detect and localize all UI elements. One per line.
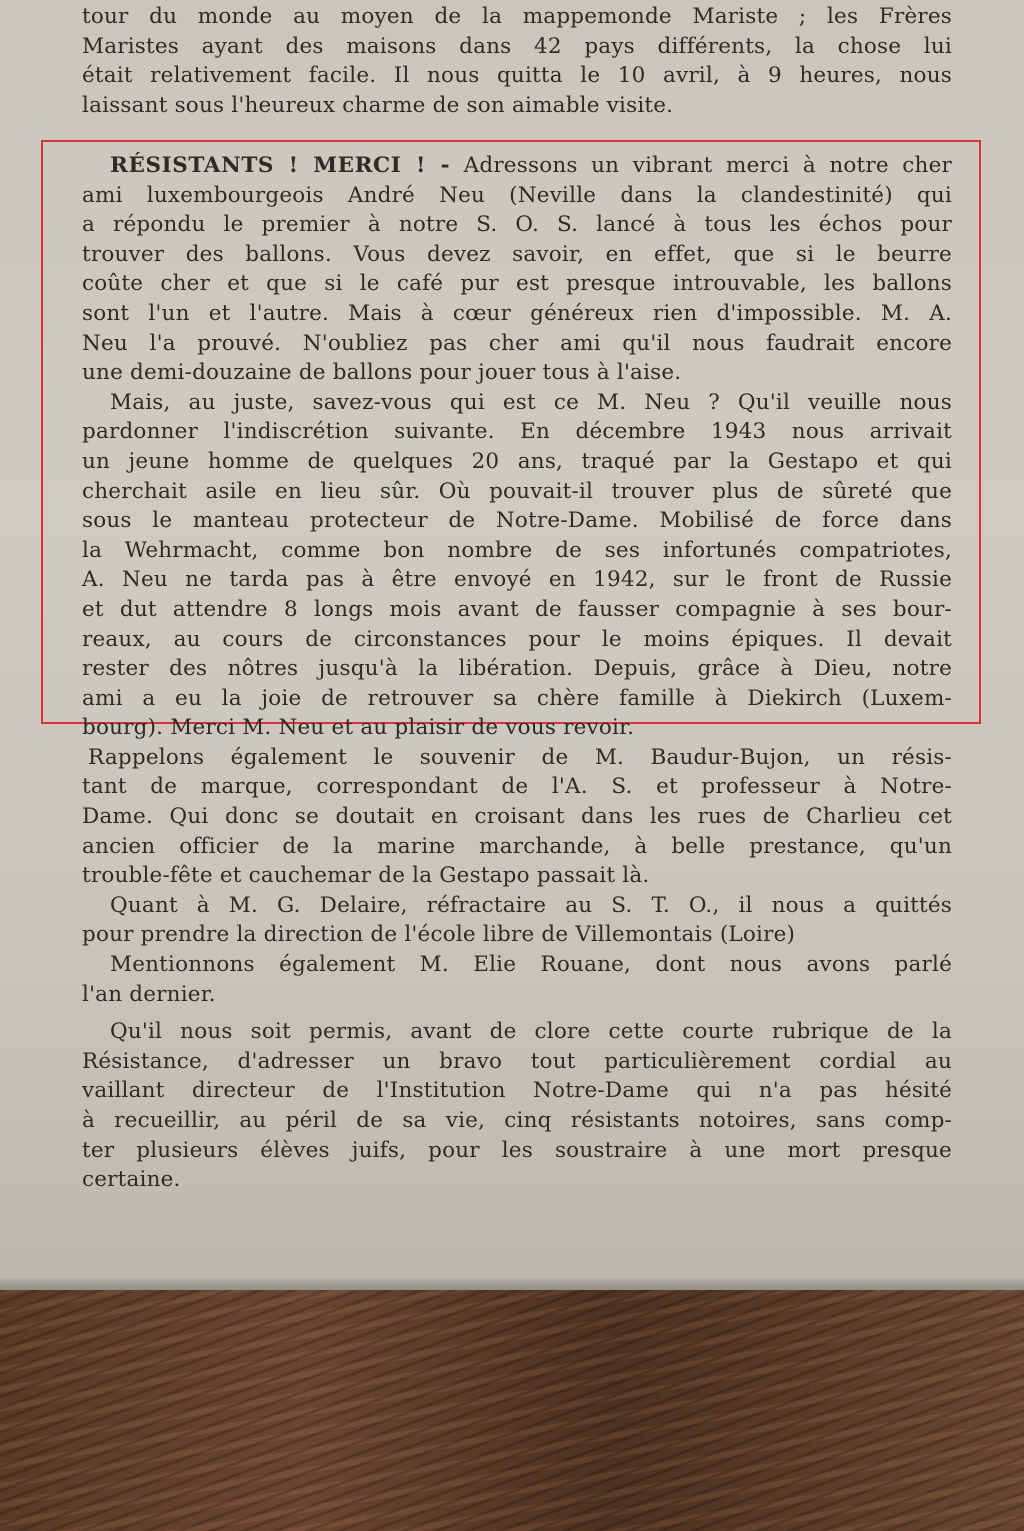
text-line: Qu'il nous soit permis, avant de clore cette courte rubrique de la — [110, 1019, 952, 1045]
text-line: pardonner l'indiscrétion suivante. En décembre 1943 nous arrivait — [82, 419, 952, 445]
text-line: ami luxembourgeois André Neu (Neville dans la clandestinité) qui — [82, 182, 952, 208]
text-line: sous le manteau protecteur de Notre-Dame. Mobilisé de force dans — [82, 508, 952, 534]
text-line: Adressons un vibrant merci à notre cher — [463, 153, 952, 178]
text-line: et dut attendre 8 longs mois avant de fausser compagnie à ses bour- — [82, 596, 952, 622]
text-line: Résistance, d'adresser un bravo tout particulièrement cordial au — [82, 1048, 952, 1074]
text-line: sont l'un et l'autre. Mais à cœur généreux rien d'impossible. M. A. — [82, 300, 952, 326]
text-line: rester des nôtres jusqu'à la libération. Depuis, grâce à Dieu, notre — [82, 656, 952, 682]
text-line: vaillant directeur de l'Institution Notre-Dame qui n'a pas hésité — [82, 1078, 952, 1104]
text-line: un jeune homme de quelques 20 ans, traqué par la Gestapo et qui — [82, 448, 952, 474]
article-resistants-merci — [82, 151, 952, 1195]
text-line: Rappelons également le souvenir de M. Baudur-Bujon, un résis- — [88, 744, 952, 770]
text-line: A. Neu ne tarda pas à être envoyé en 1942, sur le front de Russie — [82, 567, 952, 593]
text-line: l'an dernier. — [82, 981, 216, 1007]
article-first-line — [82, 151, 952, 181]
text-line: Mais, au juste, savez-vous qui est ce M. Neu ? Qu'il veuille nous — [110, 389, 952, 415]
text-line: laissant sous l'heureux charme de son aimable visite. — [82, 92, 674, 118]
text-line: trouver des ballons. Vous devez savoir, en effet, que si le beurre — [82, 241, 952, 267]
text-line: trouble-fête et cauchemar de la Gestapo passait là. — [82, 863, 650, 889]
text-line: Quant à M. G. Delaire, réfractaire au S. T. O., il nous a quittés — [110, 892, 952, 918]
text-line: à recueillir, au péril de sa vie, cinq résistants notoires, sans comp- — [82, 1108, 952, 1133]
text-line: tant de marque, correspondant de l'A. S. et professeur à Notre- — [82, 774, 952, 800]
text-line: reaux, au cours de circonstances pour le moins épiques. Il devait — [82, 626, 952, 652]
text-line: cherchait asile en lieu sûr. Où pouvait-il trouver plus de sûreté que — [82, 478, 952, 504]
paper-edge — [0, 1278, 1024, 1290]
text-line: ter plusieurs élèves juifs, pour les soustraire à une mort presque — [82, 1137, 952, 1163]
article-heading: RÉSISTANTS ! MERCI ! - — [110, 153, 451, 178]
wooden-table — [0, 1290, 1024, 1531]
text-line: ami a eu la joie de retrouver sa chère famille à Diekirch (Luxem- — [82, 685, 952, 711]
text-line: a répondu le premier à notre S. O. S. lancé à tous les échos pour — [82, 212, 952, 238]
text-line: Neu l'a prouvé. N'oubliez pas cher ami qu'il nous faudrait encore — [82, 330, 952, 356]
text-line: bourg). Merci M. Neu et au plaisir de vous revoir. — [82, 715, 635, 741]
text-line: la Wehrmacht, comme bon nombre de ses infortunés compatriotes, — [82, 537, 952, 563]
top-paragraph — [82, 0, 952, 120]
text-line: Dame. Qui donc se doutait en croisant dans les rues de Charlieu cet — [82, 804, 952, 830]
text-line: ancien officier de la marine marchande, à belle prestance, qu'un — [82, 833, 952, 859]
text-line: coûte cher et que si le café pur est presque introuvable, les ballons — [82, 271, 952, 297]
text-line: certaine. — [82, 1167, 181, 1193]
text-line: était relativement facile. Il nous quitta le 10 avril, à 9 heures, nous — [82, 63, 952, 89]
text-line: une demi-douzaine de ballons pour jouer tous à l'aise. — [82, 360, 682, 386]
text-line: tour du monde au moyen de la mappemonde Mariste ; les Frères — [82, 4, 952, 29]
text-line: Maristes ayant des maisons dans 42 pays différents, la chose lui — [82, 33, 952, 59]
text-line: Mentionnons également M. Elie Rouane, dont nous avons parlé — [110, 952, 952, 978]
text-line: pour prendre la direction de l'école libre de Villemontais (Loire) — [82, 922, 796, 948]
